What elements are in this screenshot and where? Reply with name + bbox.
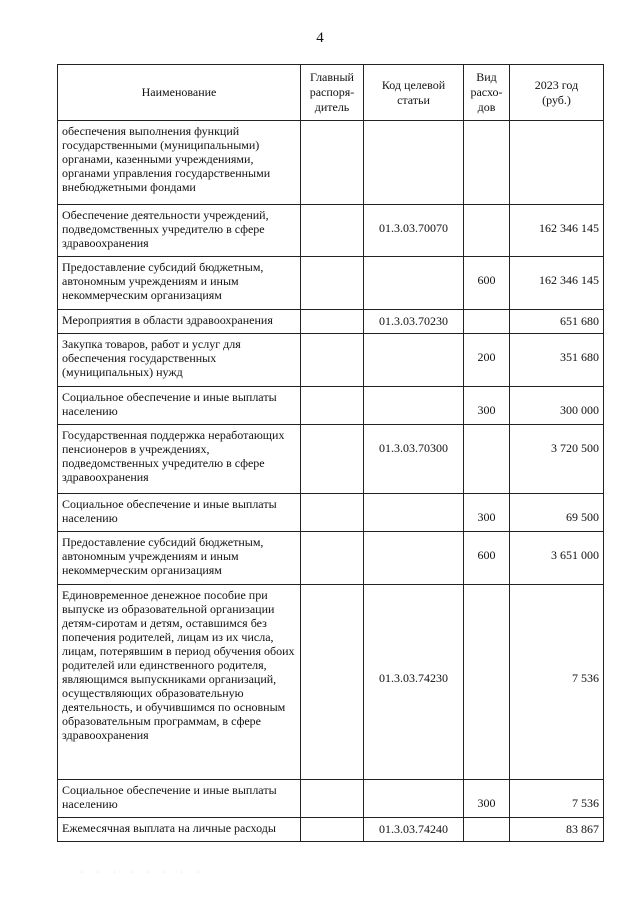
row-code bbox=[364, 334, 464, 387]
row-manager bbox=[301, 334, 364, 387]
row-amount: 3 720 500 bbox=[510, 425, 604, 494]
row-code bbox=[364, 257, 464, 310]
row-type: 600 bbox=[464, 532, 510, 585]
row-manager bbox=[301, 532, 364, 585]
row-amount bbox=[510, 121, 604, 205]
row-code bbox=[364, 494, 464, 532]
table-row bbox=[58, 780, 604, 818]
row-name: Обеспечение деятельности учреждений, подведомственных учредителю в сфере здравоохранения bbox=[58, 205, 301, 257]
table-row bbox=[58, 387, 604, 425]
table-row bbox=[58, 425, 604, 494]
table-row bbox=[58, 494, 604, 532]
row-code: 01.3.03.74240 bbox=[364, 818, 464, 842]
row-manager bbox=[301, 121, 364, 205]
row-amount: 3 651 000 bbox=[510, 532, 604, 585]
header-code: Код целевой статьи bbox=[364, 65, 464, 121]
row-name: Закупка товаров, работ и услуг для обеспечения государственных (муниципальных) нужд bbox=[58, 334, 301, 387]
scan-specks: · · · · · · · · bbox=[80, 868, 206, 877]
table-row bbox=[58, 205, 604, 257]
row-type: 300 bbox=[464, 780, 510, 818]
row-code: 01.3.03.70300 bbox=[364, 425, 464, 494]
row-amount: 69 500 bbox=[510, 494, 604, 532]
row-name: Социальное обеспечение и иные выплаты населению bbox=[58, 387, 301, 425]
row-manager bbox=[301, 387, 364, 425]
header-name: Наименование bbox=[58, 65, 301, 121]
row-type bbox=[464, 585, 510, 780]
row-manager bbox=[301, 780, 364, 818]
row-manager bbox=[301, 494, 364, 532]
row-type bbox=[464, 310, 510, 334]
row-amount: 351 680 bbox=[510, 334, 604, 387]
table-row bbox=[58, 257, 604, 310]
row-code bbox=[364, 387, 464, 425]
row-name: Предоставление субсидий бюджетным, автономным учреждениям и иным некоммерческим организациям bbox=[58, 532, 301, 585]
row-type: 200 bbox=[464, 334, 510, 387]
header-manager: Главный распоря-дитель bbox=[301, 65, 364, 121]
row-manager bbox=[301, 585, 364, 780]
table-row bbox=[58, 121, 604, 205]
row-code bbox=[364, 532, 464, 585]
row-name: Социальное обеспечение и иные выплаты населению bbox=[58, 494, 301, 532]
row-type: 600 bbox=[464, 257, 510, 310]
row-type: 300 bbox=[464, 387, 510, 425]
row-type bbox=[464, 425, 510, 494]
row-manager bbox=[301, 425, 364, 494]
row-amount: 7 536 bbox=[510, 780, 604, 818]
table-row bbox=[58, 532, 604, 585]
row-type bbox=[464, 818, 510, 842]
row-name: Социальное обеспечение и иные выплаты населению bbox=[58, 780, 301, 818]
row-name: Мероприятия в области здравоохранения bbox=[58, 310, 301, 334]
row-name: Единовременное денежное пособие при выпуске из образовательной организации детям-сиротам и детям, оставшимся без попечения родителей, лицам из их числа, лицам, потерявшим в период обучения обоих родителей или единственного родителя, являющимся выпускниками организаций, осуществляющих образовательную деятельность, и обучившимся по основным образовательным программам, в сфере здравоохранения bbox=[58, 585, 301, 780]
row-type: 300 bbox=[464, 494, 510, 532]
row-amount: 162 346 145 bbox=[510, 205, 604, 257]
row-amount: 300 000 bbox=[510, 387, 604, 425]
row-amount: 83 867 bbox=[510, 818, 604, 842]
row-code: 01.3.03.74230 bbox=[364, 585, 464, 780]
budget-table bbox=[57, 64, 604, 842]
row-type bbox=[464, 121, 510, 205]
row-manager bbox=[301, 310, 364, 334]
row-manager bbox=[301, 818, 364, 842]
row-type bbox=[464, 205, 510, 257]
page-number: 4 bbox=[316, 30, 324, 46]
row-amount: 651 680 bbox=[510, 310, 604, 334]
row-name: обеспечения выполнения функций государственными (муниципальными) органами, казенными учреждениями, органами управления государственными внебюджетными фондами bbox=[58, 121, 301, 205]
table-row bbox=[58, 310, 604, 334]
header-amount: 2023 год (руб.) bbox=[510, 65, 604, 121]
row-code: 01.3.03.70070 bbox=[364, 205, 464, 257]
header-type: Вид расхо-дов bbox=[464, 65, 510, 121]
table-row bbox=[58, 818, 604, 842]
table-row bbox=[58, 585, 604, 780]
table-header-row bbox=[58, 65, 604, 121]
table-row bbox=[58, 334, 604, 387]
row-manager bbox=[301, 205, 364, 257]
row-name: Государственная поддержка неработающих пенсионеров в учреждениях, подведомственных учредителю в сфере здравоохранения bbox=[58, 425, 301, 494]
row-amount: 7 536 bbox=[510, 585, 604, 780]
row-name: Предоставление субсидий бюджетным, автономным учреждениям и иным некоммерческим организациям bbox=[58, 257, 301, 310]
row-name: Ежемесячная выплата на личные расходы bbox=[58, 818, 301, 842]
row-code bbox=[364, 780, 464, 818]
row-code bbox=[364, 121, 464, 205]
row-manager bbox=[301, 257, 364, 310]
row-amount: 162 346 145 bbox=[510, 257, 604, 310]
row-code: 01.3.03.70230 bbox=[364, 310, 464, 334]
